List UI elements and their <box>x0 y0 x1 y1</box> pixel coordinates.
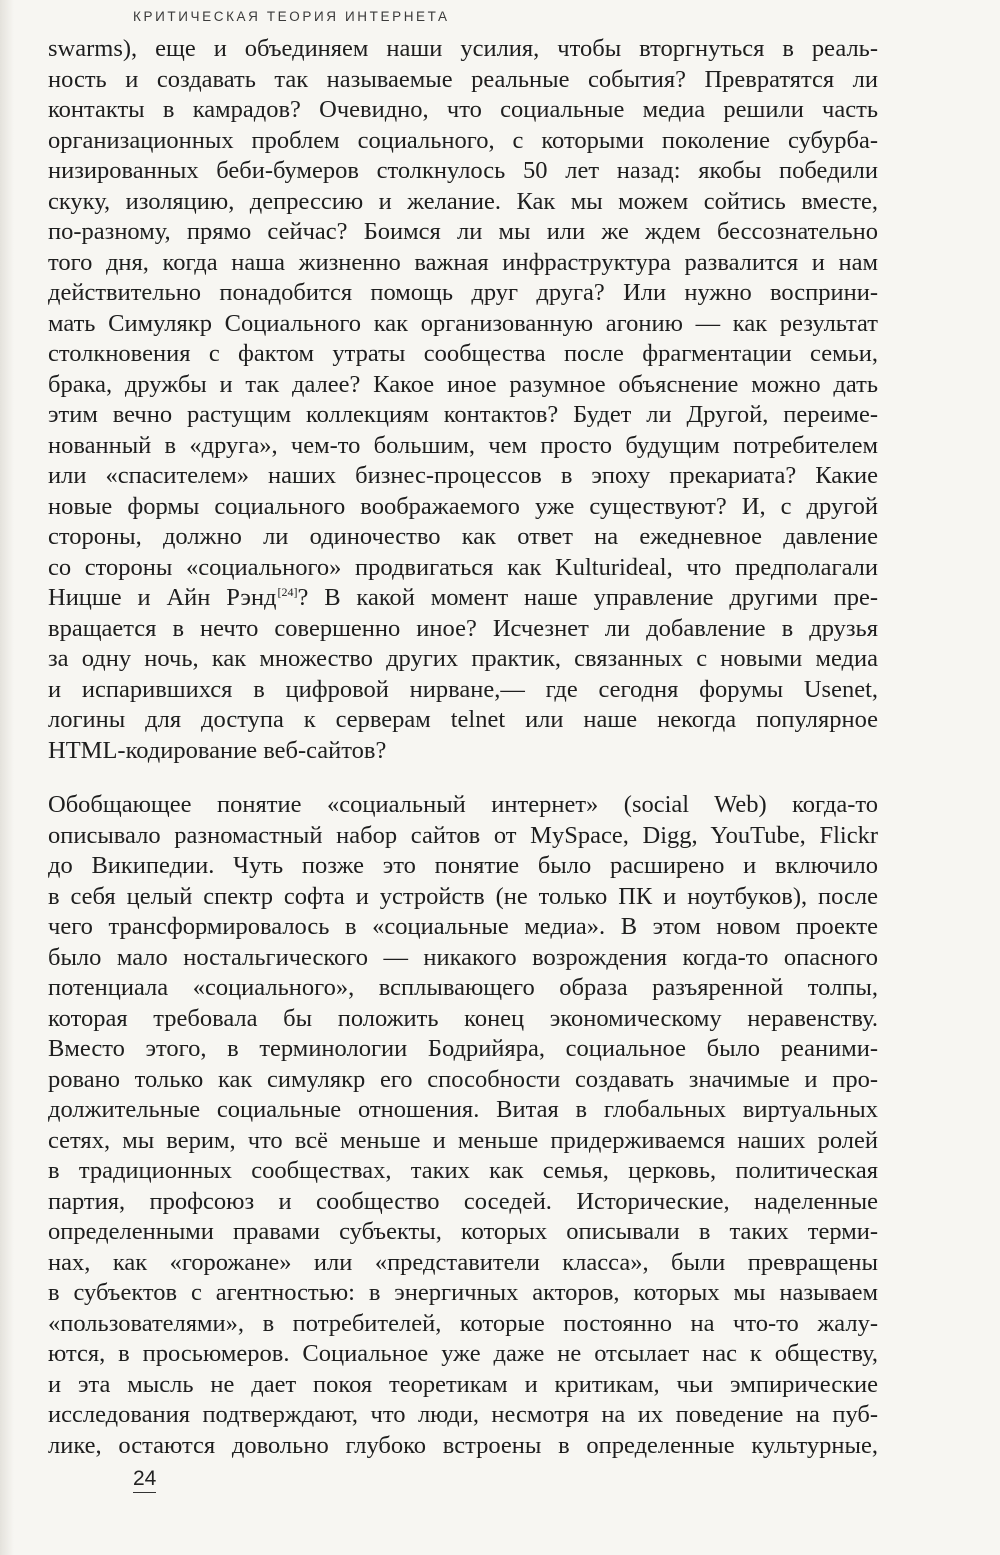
text-line: низированных беби-бумеров столкнулось 50 лет назад: якобы победили <box>48 157 878 184</box>
paragraph-2 <box>48 790 878 1461</box>
text-line: ются, в просьюмеров. Социальное уже даже не отсылает нас к обществу, <box>48 1340 878 1367</box>
text-line: действительно понадобится помощь друг друга? Или нужно восприни- <box>48 279 878 306</box>
text-line: этим вечно растущим коллекциям контактов? Будет ли Другой, переиме- <box>48 401 878 428</box>
text-line: по-разному, прямо сейчас? Боимся ли мы или же ждем бессознательно <box>48 218 878 245</box>
text-line: столкновения с фактом утраты сообщества после фрагментации семьи, <box>48 340 878 367</box>
text-line-with-footnote <box>48 583 878 614</box>
paragraph-1 <box>48 34 878 766</box>
text-line: со стороны «социального» продвигаться как Kulturideal, что предполагали <box>48 553 878 581</box>
text-line: «пользователями», в потребителей, которые постоянно на что-то жалу- <box>48 1309 878 1337</box>
text-line: сетях, мы верим, что всё меньше и меньше придерживаемся наших ролей <box>48 1126 878 1154</box>
footnote-reference[interactable]: [24] <box>277 585 298 599</box>
text-line: нованный в «друга», чем-то большим, чем просто будущим потребителем <box>48 431 878 459</box>
text-line: организационных проблем социального, с которыми поколение субурба- <box>48 126 878 154</box>
text-line: до Википедии. Чуть позже это понятие было расширено и включило <box>48 852 878 879</box>
text-line: описывало разномастный набор сайтов от MySpace, Digg, YouTube, Flickr <box>48 821 878 849</box>
footnote-line-after: ? В какой момент наше управление другими пре- <box>297 584 878 611</box>
text-line: и эта мысль не дает покоя теоретикам и критикам, чьи эмпирические <box>48 1370 878 1398</box>
text-line: в себя целый спектр софта и устройств (не только ПК и ноутбуков), после <box>48 882 878 910</box>
text-line: потенциала «социального», всплывающего образа разъяренной толпы, <box>48 974 878 1001</box>
footnote-line-before: Ницше и Айн Рэнд <box>48 584 277 611</box>
text-line: исследования подтверждают, что люди, несмотря на их поведение на пуб- <box>48 1401 878 1428</box>
text-line: Вместо этого, в терминологии Бодрийяра, социальное было реаними- <box>48 1035 878 1062</box>
text-line: партия, профсоюз и сообщество соседей. Исторические, наделенные <box>48 1187 878 1215</box>
text-line: вращается в нечто совершенно иное? Исчезнет ли добавление в друзья <box>48 614 878 642</box>
text-line: в субъектов с агентностью: в энергичных акторов, которых мы называем <box>48 1279 878 1306</box>
text-line: новые формы социального воображаемого уже существуют? И, с другой <box>48 492 878 520</box>
text-line: логины для доступа к серверам telnet или наше некогда популярное <box>48 706 878 733</box>
text-line: определенными правами субъекты, которых описывали в таких терми- <box>48 1218 878 1245</box>
text-line: swarms), еще и объединяем наши усилия, чтобы вторгнуться в реаль- <box>48 35 878 62</box>
text-line: которая требовала бы положить конец экономическому неравенству. <box>48 1004 878 1032</box>
text-line: скуку, изоляцию, депрессию и желание. Как мы можем сойтись вместе, <box>48 187 878 215</box>
text-line: HTML-кодирование веб-сайтов? <box>48 736 387 764</box>
text-line: ность и создавать так называемые реальные события? Превратятся ли <box>48 65 878 93</box>
text-line: должительные социальные отношения. Витая в глобальных виртуальных <box>48 1096 878 1123</box>
text-line: и испарившихся в цифровой нирване,— где сегодня форумы Usenet, <box>48 675 878 703</box>
text-line: лике, остаются довольно глубоко встроены в определенные культурные, <box>48 1431 878 1459</box>
text-line: ровано только как симулякр его способности создавать значимые и про- <box>48 1065 878 1093</box>
page-edge <box>0 0 14 1555</box>
text-line: чего трансформировалось в «социальные медиа». В этом новом проекте <box>48 913 878 940</box>
text-line: или «спасителем» наших бизнес-процессов в эпоху прекариата? Какие <box>48 462 878 489</box>
text-line: в традиционных сообществах, таких как семья, церковь, политическая <box>48 1157 878 1184</box>
text-line: стороны, должно ли одиночество как ответ на ежедневное давление <box>48 523 878 550</box>
running-head: КРИТИЧЕСКАЯ ТЕОРИЯ ИНТЕРНЕТА <box>133 9 450 24</box>
text-line: мать Симулякр Социального как организованную агонию — как результат <box>48 309 878 337</box>
text-line: было мало ностальгического — никакого возрождения когда-то опасного <box>48 943 878 971</box>
text-line: того дня, когда наша жизненно важная инфраструктура развалится и нам <box>48 248 878 276</box>
page-number: 24 <box>133 1467 156 1493</box>
text-line: за одну ночь, как множество других практик, связанных с новыми медиа <box>48 645 878 672</box>
text-line: контакты в камрадов? Очевидно, что социальные медиа решили часть <box>48 96 878 123</box>
text-line: брака, дружбы и так далее? Какое иное разумное объяснение можно дать <box>48 370 878 398</box>
text-line: Обобщающее понятие «социальный интернет» (social Web) когда-то <box>48 791 878 818</box>
text-line: нах, как «горожане» или «представители класса», были превращены <box>48 1248 878 1276</box>
